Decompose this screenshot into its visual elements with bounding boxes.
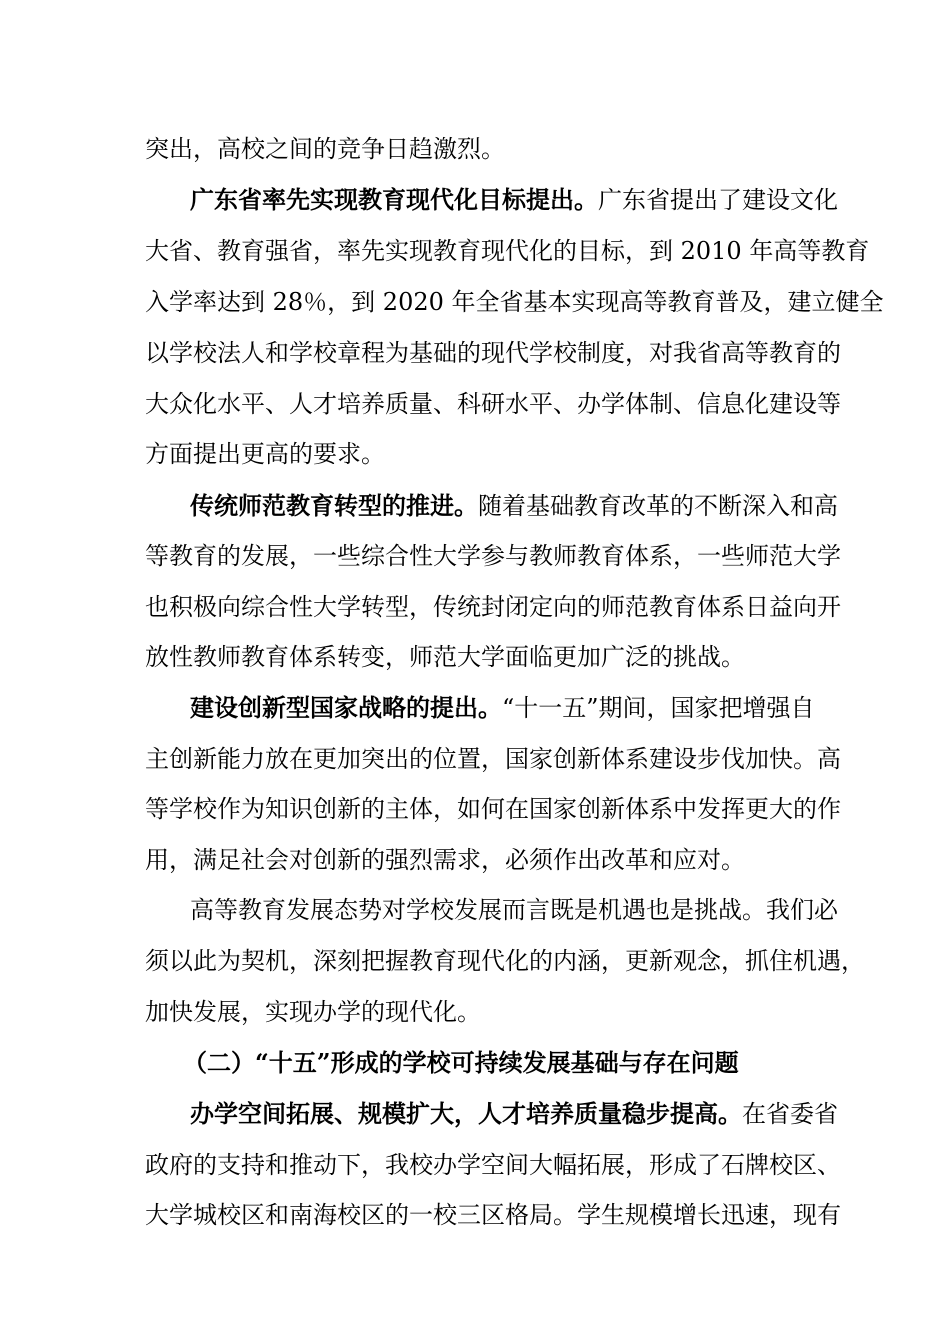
line-text: 高等教育发展态势对学校发展而言既是机遇也是挑战。我们必 xyxy=(190,896,838,924)
paragraph-line xyxy=(190,1094,838,1134)
paragraph-line xyxy=(145,637,825,677)
paragraph-line xyxy=(145,992,825,1032)
line-text: 等教育的发展，一些综合性大学参与教师教育体系，一些师范大学 xyxy=(145,542,841,570)
line-text: 以学校法人和学校章程为基础的现代学校制度，对我省高等教育的 xyxy=(145,339,841,367)
section-heading-text: （二）“十五”形成的学校可持续发展基础与存在问题 xyxy=(183,1048,739,1077)
paragraph-line xyxy=(145,434,825,474)
line-text: 主创新能力放在更加突出的位置，国家创新体系建设步伐加快。高 xyxy=(145,745,841,773)
line-text: 政府的支持和推动下，我校办学空间大幅拓展，形成了石牌校区、 xyxy=(145,1151,841,1179)
line-text: “十一五”期间，国家把增强自 xyxy=(502,694,815,722)
paragraph-line xyxy=(145,384,841,424)
line-text: 加快发展，实现办学的现代化。 xyxy=(145,998,481,1026)
paragraph-lead-heading: 传统师范教育转型的推进。 xyxy=(190,491,478,520)
line-text: 放性教师教育体系转变，师范大学面临更加广泛的挑战。 xyxy=(145,643,745,671)
line-text: 等学校作为知识创新的主体，如何在国家创新体系中发挥更大的作 xyxy=(145,795,841,823)
line-text: 也积极向综合性大学转型，传统封闭定向的师范教育体系日益向开 xyxy=(145,593,841,621)
paragraph-line xyxy=(145,231,870,271)
paragraph-line xyxy=(145,333,841,373)
line-text: 大众化水平、人才培养质量、科研水平、办学体制、信息化建设等 xyxy=(145,390,841,418)
paragraph-line xyxy=(190,180,838,220)
paragraph-line xyxy=(145,129,825,169)
paragraph-lead-heading: 办学空间拓展、规模扩大，人才培养质量稳步提高。 xyxy=(190,1099,742,1128)
line-text: 随着基础教育改革的不断深入和高 xyxy=(478,492,838,520)
paragraph-line xyxy=(145,536,841,576)
line-text: 在省委省 xyxy=(742,1100,838,1128)
paragraph-line xyxy=(145,587,841,627)
paragraph-line xyxy=(145,840,825,880)
line-text: 入学率达到 28％，到 2020 年全省基本实现高等教育普及，建立健全 xyxy=(145,288,884,316)
line-text: 用，满足社会对创新的强烈需求，必须作出改革和应对。 xyxy=(145,846,745,874)
paragraph-line xyxy=(145,1195,841,1235)
paragraph-line xyxy=(190,890,838,930)
section-heading xyxy=(183,1043,863,1083)
line-text: 大省、教育强省，率先实现教育现代化的目标，到 2010 年高等教育 xyxy=(145,237,870,265)
paragraph-line xyxy=(145,789,841,829)
paragraph-line xyxy=(145,1145,841,1185)
paragraph-line xyxy=(145,739,841,779)
line-text: 方面提出更高的要求。 xyxy=(145,440,385,468)
line-text: 突出，高校之间的竞争日趋激烈。 xyxy=(145,135,505,163)
line-text: 须以此为契机，深刻把握教育现代化的内涵，更新观念，抓住机遇， xyxy=(145,947,865,975)
paragraph-line xyxy=(145,941,865,981)
paragraph-line xyxy=(145,282,884,322)
line-text: 大学城校区和南海校区的一校三区格局。学生规模增长迅速，现有 xyxy=(145,1201,841,1229)
line-text: 广东省提出了建设文化 xyxy=(598,186,838,214)
paragraph-line xyxy=(190,688,825,728)
paragraph-line xyxy=(190,486,838,526)
paragraph-lead-heading: 建设创新型国家战略的提出。 xyxy=(190,693,502,722)
paragraph-lead-heading: 广东省率先实现教育现代化目标提出。 xyxy=(190,185,598,214)
